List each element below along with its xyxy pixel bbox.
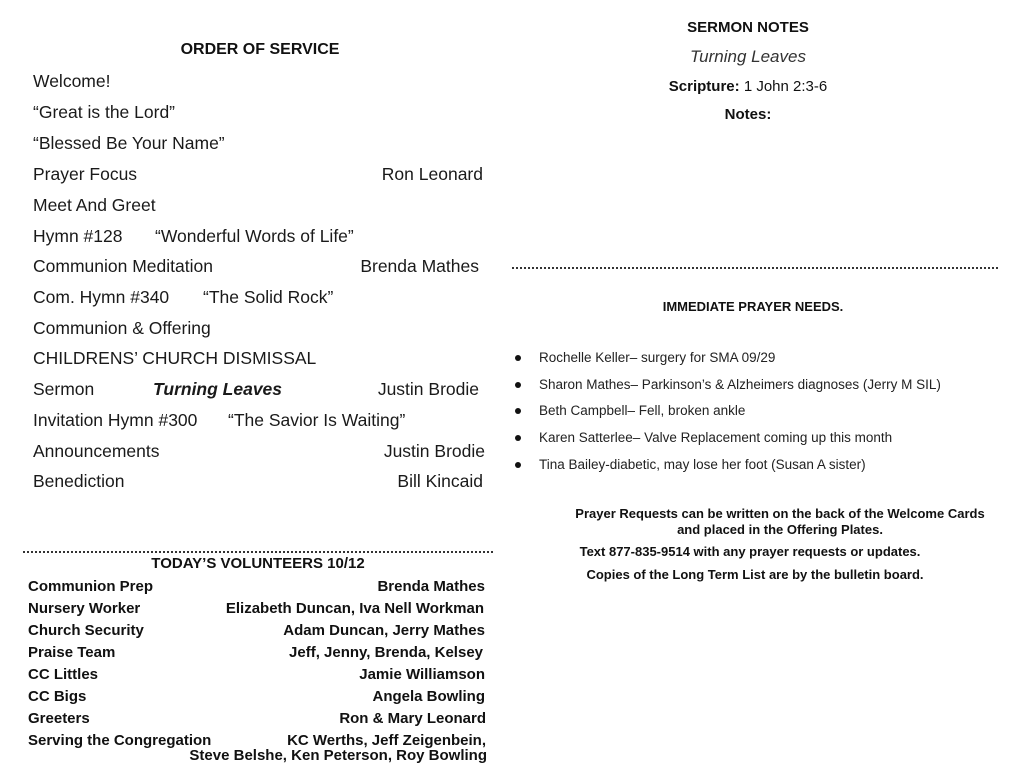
oos-leader-announcements: Justin Brodie — [383, 441, 485, 461]
vol-names-nursery-worker: Elizabeth Duncan, Iva Nell Workman — [225, 600, 484, 617]
oos-leader-prayer-focus: Ron Leonard — [381, 164, 483, 184]
oos-item-meet-and-greet: Meet And Greet — [33, 195, 156, 215]
vol-role-nursery-worker: Nursery Worker — [28, 600, 141, 617]
bullet-icon — [515, 408, 521, 414]
oos-item-blessed-be-your-name: “Blessed Be Your Name” — [33, 133, 225, 153]
oos-item-invitation-hymn-300: Invitation Hymn #300 — [33, 410, 198, 430]
right-dotted-divider — [512, 267, 998, 269]
vol-names-church-security: Adam Duncan, Jerry Mathes — [283, 622, 485, 639]
sermon-notes-subtitle: Turning Leaves — [690, 47, 806, 66]
list-item — [515, 350, 941, 377]
scripture-reference: 1 John 2:3-6 — [743, 78, 828, 95]
vol-names-serving-congregation-cont: Steve Belshe, Ken Peterson, Roy Bowling — [189, 747, 487, 764]
prayer-need-text: Tina Bailey-diabetic, may lose her foot (Susan A sister) — [539, 456, 866, 472]
prayer-need-text: Beth Campbell– Fell, broken ankle — [539, 403, 746, 419]
oos-song-invitation-hymn-300: “The Savior Is Waiting” — [228, 410, 406, 430]
prayer-need-text: Karen Satterlee– Valve Replacement coming up this month — [539, 430, 893, 446]
vol-names-cc-bigs: Angela Bowling — [372, 688, 485, 705]
oos-song-com-hymn-340: “The Solid Rock” — [203, 287, 334, 307]
vol-role-communion-prep: Communion Prep — [28, 578, 154, 595]
vol-role-greeters: Greeters — [28, 710, 90, 727]
list-item — [515, 377, 941, 404]
notes-label: Notes: — [724, 106, 772, 123]
prayer-request-note-line1: Prayer Requests can be written on the back of the Welcome Cards — [575, 506, 985, 521]
oos-item-benediction: Benediction — [33, 471, 125, 491]
prayer-request-note-line2: and placed in the Offering Plates. — [677, 522, 883, 537]
oos-item-prayer-focus: Prayer Focus — [33, 164, 138, 184]
left-dotted-divider — [23, 551, 493, 553]
oos-song-hymn-128: “Wonderful Words of Life” — [155, 226, 354, 246]
oos-item-com-hymn-340: Com. Hymn #340 — [33, 287, 170, 307]
sermon-scripture-line — [508, 78, 988, 95]
vol-names-serving-congregation: KC Werths, Jeff Zeigenbein, — [287, 732, 486, 749]
scripture-label: Scripture: — [668, 78, 740, 95]
oos-leader-benediction: Bill Kincaid — [397, 471, 483, 491]
sermon-notes-title: SERMON NOTES — [687, 19, 809, 36]
prayer-need-text: Sharon Mathes– Parkinson’s & Alzheimers diagnoses (Jerry M SIL) — [539, 376, 941, 392]
bullet-icon — [515, 382, 521, 388]
vol-names-greeters: Ron & Mary Leonard — [339, 710, 486, 727]
vol-role-church-security: Church Security — [28, 622, 144, 639]
list-item — [515, 457, 941, 484]
vol-names-communion-prep: Brenda Mathes — [377, 578, 485, 595]
oos-leader-sermon: Justin Brodie — [377, 379, 479, 399]
list-item — [515, 430, 941, 457]
oos-item-great-is-the-lord: “Great is the Lord” — [33, 102, 175, 122]
volunteers-title: TODAY’S VOLUNTEERS 10/12 — [151, 555, 365, 572]
vol-role-cc-bigs: CC Bigs — [28, 688, 87, 705]
vol-role-praise-team: Praise Team — [28, 644, 116, 661]
prayer-request-note — [560, 506, 1000, 538]
oos-item-announcements: Announcements — [33, 441, 160, 461]
vol-role-cc-littles: CC Littles — [28, 666, 99, 683]
oos-leader-communion-meditation: Brenda Mathes — [360, 256, 479, 276]
oos-item-welcome: Welcome! — [33, 71, 111, 91]
long-term-list-note: Copies of the Long Term List are by the bulletin board. — [586, 567, 924, 582]
prayer-need-text: Rochelle Keller– surgery for SMA 09/29 — [539, 350, 776, 365]
text-number-note: Text 877-835-9514 with any prayer requests or updates. — [579, 544, 921, 559]
vol-role-serving-congregation: Serving the Congregation — [28, 732, 212, 749]
prayer-needs-title: IMMEDIATE PRAYER NEEDS. — [662, 299, 844, 314]
prayer-needs-list — [515, 350, 941, 483]
list-item — [515, 403, 941, 430]
oos-item-hymn-128: Hymn #128 — [33, 226, 123, 246]
order-of-service-title: ORDER OF SERVICE — [180, 41, 340, 58]
oos-item-sermon: Sermon — [33, 379, 95, 399]
oos-item-communion-offering: Communion & Offering — [33, 318, 211, 338]
bullet-icon — [515, 462, 521, 468]
oos-item-childrens-church-dismissal: CHILDRENS’ CHURCH DISMISSAL — [33, 348, 317, 368]
oos-item-communion-meditation: Communion Meditation — [33, 256, 213, 276]
vol-names-praise-team: Jeff, Jenny, Brenda, Kelsey — [289, 644, 483, 661]
vol-names-cc-littles: Jamie Williamson — [359, 666, 485, 683]
bullet-icon — [515, 435, 521, 441]
oos-sermon-title: Turning Leaves — [153, 379, 283, 399]
bullet-icon — [515, 355, 521, 361]
